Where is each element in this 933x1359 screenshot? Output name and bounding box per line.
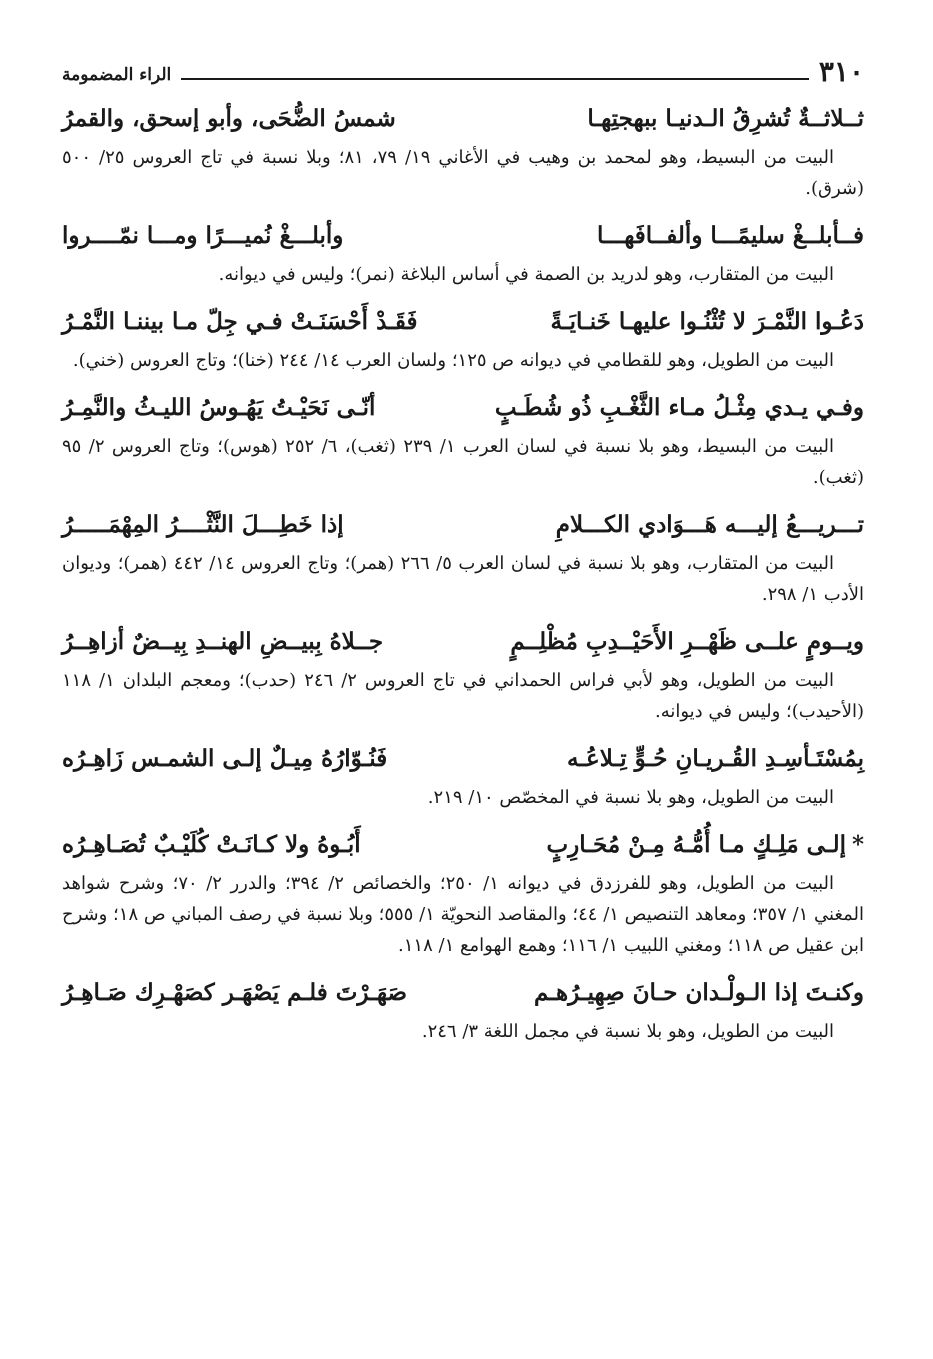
second-hemistich: جــلاهُ بِبيــضِ الهنــدِ بِيــضٌ أزاهِــرُ [62,628,384,655]
first-hemistich: بِمُسْتَـأسِـدِ القُـريـانِ حُـوٍّ تِـلاعُـه [566,745,864,772]
verse-line [62,740,864,778]
second-hemistich: شمسُ الضُّحَى، وأبو إسحق، والقمرُ [62,105,396,132]
first-hemistich: فــأبلــغْ سليمًـــا وألفــافَهـــا [596,222,864,249]
source-note: البيت من الطويل، وهو للفرزدق في ديوانه ١/ ٢٥٠؛ والخصائص ٢/ ٣٩٤؛ والدرر ٢/ ٧٠؛ وشرح شواهد المغني ١/ ٣٥٧؛ ومعاهد التنصيص ١/ ٤٤؛ والمقاصد النحويّة ١/ ٥٥٥؛ وبلا نسبة في رصف المباني ص ١٨؛ وشرح ابن عقيل ص ١١٨؛ ومغني اللبيب ١/ ١١٦؛ وهمع الهوامع ١/ ١١٨. [62,873,864,956]
verse-line [62,217,864,255]
verse-entry [62,826,864,961]
second-hemistich: أَبُـوهُ ولا كـانَـتْ كُلَيْـبٌ تُصَـاهِـرُه [62,831,361,858]
first-hemistich [546,826,864,864]
second-hemistich: فَنُـوّارُهُ مِيـلٌ إلـى الشمـس زَاهِـرُه [62,745,388,772]
source-note: البيت من الطويل، وهو بلا نسبة في مجمل اللغة ٣/ ٢٤٦. [421,1021,834,1042]
first-hemistich: ويــومٍ علــى ظَهْــرِ الأَحَيْــدِبِ مُظْلِــمٍ [510,628,864,655]
verse-line [62,974,864,1012]
page-number: ٣١٠ [818,55,864,88]
verse-entry [62,389,864,493]
asterisk-mark: * [851,831,864,858]
second-hemistich: أنّـى نَحَيْـتُ يَهُـوسُ الليـثُ والنَّمِـرُ [62,394,376,421]
first-hemistich: ثــلاثــةٌ تُشرِقُ الـدنيـا ببهجتِهـا [587,105,864,132]
verse-entry [62,740,864,813]
verse-line [62,389,864,427]
source-note: البيت من البسيط، وهو بلا نسبة في لسان العرب ١/ ٢٣٩ (ثغب)، ٦/ ٢٥٢ (هوس)؛ وتاج العروس ٢/ ٩٥ (ثغب). [62,436,864,488]
verse-entry [62,974,864,1047]
verse-entry [62,217,864,290]
chapter-title: الراء المضمومة [62,65,172,85]
verse-line [62,506,864,544]
first-hemistich: تـــريـــعُ إليـــه هَـــوَادي الكـــلامِ [555,511,864,538]
book-page [62,48,864,1328]
second-hemistich: فَقَـدْ أَحْسَنَـتْ فـي جِلّ مـا بيننـا النَّمْـرُ [62,308,418,335]
first-hemistich-text: إلـى مَلِـكٍ مـا أُمُّـهُ مِـنْ مُحَـارِبٍ [546,831,846,858]
first-hemistich: دَعُـوا النَّمْـرَ لا تُثْنُـوا عليهـا خَنـايَـةً [550,308,864,335]
source-note: البيت من المتقارب، وهو لدريد بن الصمة في أساس البلاغة (نمر)؛ وليس في ديوانه. [218,264,834,285]
second-hemistich: إذا خَطِـــلَ النَّثْــــرُ المِهْمَـــــرُ [62,511,344,538]
verse-line [62,623,864,661]
first-hemistich: وكنـتَ إذا الـولْـدان حـانَ صِهِيـرُهـم [533,979,864,1006]
verse-line [62,303,864,341]
source-note: البيت من الطويل، وهو بلا نسبة في المخصّص ١٠/ ٢١٩. [427,787,834,808]
verse-entry [62,506,864,610]
header-rule [181,78,809,80]
verse-entry [62,623,864,727]
verse-entry [62,303,864,376]
verse-line [62,100,864,138]
second-hemistich: صَهَـرْتَ فلـم يَصْهَـر كصَهْـرِك صَـاهِـرُ [62,979,407,1006]
first-hemistich: وفـي يـدي مِثْـلُ مـاء الثَّغْـبِ ذُو شُطَـبٍ [494,394,864,421]
page-header [62,48,864,86]
source-note: البيت من الطويل، وهو لأبي فراس الحمداني في تاج العروس ٢/ ٢٤٦ (حدب)؛ ومعجم البلدان ١/ ١١٨ (الأحيدب)؛ وليس في ديوانه. [62,670,864,722]
source-note: البيت من البسيط، وهو لمحمد بن وهيب في الأغاني ١٩/ ٧٩، ٨١؛ وبلا نسبة في تاج العروس ٢٥/ ٥٠٠ (شرق). [62,147,864,199]
source-note: البيت من الطويل، وهو للقطامي في ديوانه ص ١٢٥؛ ولسان العرب ١٤/ ٢٤٤ (خنا)؛ وتاج العروس (خني). [72,350,834,371]
second-hemistich: وأبلـــغْ نُميـــرًا ومـــا نمّــــروا [62,222,344,249]
verse-line [62,826,864,864]
source-note: البيت من المتقارب، وهو بلا نسبة في لسان العرب ٥/ ٢٦٦ (همر)؛ وتاج العروس ١٤/ ٤٤٢ (همر)؛ وديوان الأدب ١/ ٢٩٨. [62,553,864,605]
verse-entries [62,100,864,1047]
verse-entry [62,100,864,204]
